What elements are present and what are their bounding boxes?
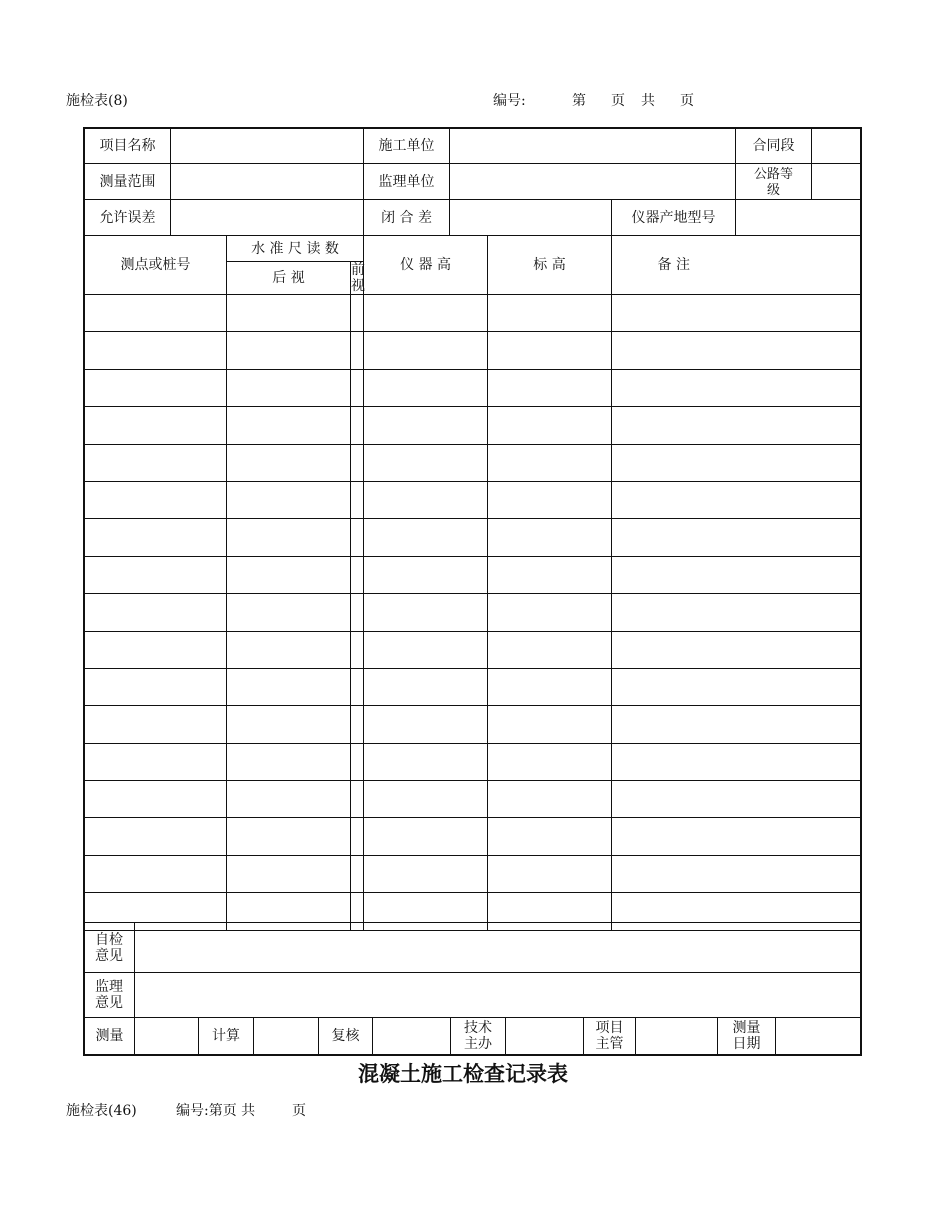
cell-foresight[interactable] (351, 631, 364, 668)
cell-instrument-height[interactable] (364, 407, 488, 444)
table-row (85, 631, 861, 668)
value-construction-unit[interactable] (450, 129, 736, 164)
table-row (85, 706, 861, 743)
value-contract-section[interactable] (812, 129, 861, 164)
cell-remarks[interactable] (612, 743, 861, 780)
cell-instrument-height[interactable] (364, 481, 488, 518)
cell-elevation[interactable] (488, 556, 612, 593)
cell-instrument-height[interactable] (364, 818, 488, 855)
cell-remarks[interactable] (612, 481, 861, 518)
table-row (85, 332, 861, 369)
label-allowable-error: 允许误差 (85, 200, 171, 236)
cell-station[interactable] (85, 781, 227, 818)
value-project-name[interactable] (171, 129, 364, 164)
table-row (85, 743, 861, 780)
table-row (85, 855, 861, 892)
cell-backsight[interactable] (227, 369, 351, 406)
cell-backsight[interactable] (227, 332, 351, 369)
cell-instrument-height[interactable] (364, 668, 488, 705)
cell-instrument-height[interactable] (364, 594, 488, 631)
table-row (85, 668, 861, 705)
value-supervision-opinion[interactable] (135, 973, 861, 1018)
cell-foresight[interactable] (351, 444, 364, 481)
cell-instrument-height[interactable] (364, 556, 488, 593)
cell-elevation[interactable] (488, 481, 612, 518)
cell-remarks[interactable] (612, 631, 861, 668)
value-calculate[interactable] (254, 1018, 319, 1055)
header-remarks-ext (736, 236, 861, 295)
cell-instrument-height[interactable] (364, 631, 488, 668)
cell-elevation[interactable] (488, 295, 612, 332)
value-allowable-error[interactable] (171, 200, 364, 236)
cell-foresight[interactable] (351, 519, 364, 556)
cell-elevation[interactable] (488, 781, 612, 818)
cell-foresight[interactable] (351, 855, 364, 892)
cell-remarks[interactable] (612, 369, 861, 406)
form-code: 施检表(8) (66, 93, 128, 109)
next-form-code: 施检表(46) (66, 1103, 137, 1119)
cell-station[interactable] (85, 444, 227, 481)
header-remarks: 备 注 (612, 236, 736, 295)
survey-record-table (84, 128, 861, 931)
cell-station[interactable] (85, 668, 227, 705)
table-row (85, 369, 861, 406)
cell-instrument-height[interactable] (364, 743, 488, 780)
cell-foresight[interactable] (351, 369, 364, 406)
cell-backsight[interactable] (227, 855, 351, 892)
cell-backsight[interactable] (227, 407, 351, 444)
label-project-name: 项目名称 (85, 129, 171, 164)
cell-remarks[interactable] (612, 556, 861, 593)
opinion-signature-table (84, 922, 861, 1055)
label-project-manager: 项目 主管 (584, 1018, 636, 1055)
cell-elevation[interactable] (488, 444, 612, 481)
value-closure-error[interactable] (450, 200, 612, 236)
cell-elevation[interactable] (488, 369, 612, 406)
cell-backsight[interactable] (227, 295, 351, 332)
cell-elevation[interactable] (488, 818, 612, 855)
header-instrument-height: 仪 器 高 (364, 236, 488, 295)
header-backsight: 后 视 (227, 262, 351, 295)
label-calculate: 计算 (199, 1018, 254, 1055)
label-supervision-opinion: 监理 意见 (85, 973, 135, 1018)
value-project-manager[interactable] (636, 1018, 718, 1055)
value-road-grade[interactable] (812, 164, 861, 200)
cell-remarks[interactable] (612, 781, 861, 818)
cell-station[interactable] (85, 818, 227, 855)
cell-remarks[interactable] (612, 818, 861, 855)
cell-elevation[interactable] (488, 743, 612, 780)
cell-remarks[interactable] (612, 706, 861, 743)
cell-backsight[interactable] (227, 519, 351, 556)
cell-instrument-height[interactable] (364, 519, 488, 556)
cell-remarks[interactable] (612, 594, 861, 631)
cell-instrument-height[interactable] (364, 444, 488, 481)
cell-elevation[interactable] (488, 332, 612, 369)
header-elevation: 标 高 (488, 236, 612, 295)
cell-instrument-height[interactable] (364, 706, 488, 743)
cell-elevation[interactable] (488, 519, 612, 556)
header-rod-reading: 水 准 尺 读 数 (227, 236, 364, 262)
page-di: 第 (572, 93, 586, 109)
label-survey-range: 测量范围 (85, 164, 171, 200)
label-tech-lead: 技术 主办 (451, 1018, 506, 1055)
cell-instrument-height[interactable] (364, 332, 488, 369)
cell-backsight[interactable] (227, 818, 351, 855)
cell-backsight[interactable] (227, 481, 351, 518)
cell-foresight[interactable] (351, 668, 364, 705)
value-supervision-unit[interactable] (450, 164, 736, 200)
cell-foresight[interactable] (351, 818, 364, 855)
cell-backsight[interactable] (227, 668, 351, 705)
cell-elevation[interactable] (488, 855, 612, 892)
cell-remarks[interactable] (612, 444, 861, 481)
label-road-grade: 公路等 级 (736, 164, 812, 200)
cell-backsight[interactable] (227, 706, 351, 743)
cell-instrument-height[interactable] (364, 855, 488, 892)
cell-elevation[interactable] (488, 631, 612, 668)
table-row (85, 295, 861, 332)
cell-remarks[interactable] (612, 668, 861, 705)
label-construction-unit: 施工单位 (364, 129, 450, 164)
cell-instrument-height[interactable] (364, 369, 488, 406)
cell-backsight[interactable] (227, 594, 351, 631)
cell-station[interactable] (85, 369, 227, 406)
label-survey-date: 测量 日期 (718, 1018, 776, 1055)
label-supervision-unit: 监理单位 (364, 164, 450, 200)
value-survey-date[interactable] (776, 1018, 861, 1055)
cell-foresight[interactable] (351, 743, 364, 780)
cell-station[interactable] (85, 631, 227, 668)
cell-remarks[interactable] (612, 295, 861, 332)
table-row (85, 594, 861, 631)
cell-elevation[interactable] (488, 407, 612, 444)
cell-backsight[interactable] (227, 743, 351, 780)
cell-foresight[interactable] (351, 781, 364, 818)
cell-backsight[interactable] (227, 781, 351, 818)
cell-foresight[interactable] (351, 556, 364, 593)
data-rows (85, 295, 861, 931)
cell-foresight[interactable] (351, 706, 364, 743)
cell-station[interactable] (85, 743, 227, 780)
cell-station[interactable] (85, 295, 227, 332)
cell-backsight[interactable] (227, 444, 351, 481)
label-closure-error: 闭 合 差 (364, 200, 450, 236)
table-row (85, 818, 861, 855)
cell-station[interactable] (85, 594, 227, 631)
cell-elevation[interactable] (488, 668, 612, 705)
cell-instrument-height[interactable] (364, 781, 488, 818)
cell-instrument-height[interactable] (364, 295, 488, 332)
label-self-check-opinion: 自检 意见 (85, 923, 135, 973)
cell-station[interactable] (85, 407, 227, 444)
label-instrument-model: 仪器产地型号 (612, 200, 736, 236)
next-form-page: 页 (292, 1103, 306, 1119)
cell-station[interactable] (85, 481, 227, 518)
value-tech-lead[interactable] (506, 1018, 584, 1055)
table-row (85, 444, 861, 481)
cell-foresight[interactable] (351, 594, 364, 631)
cell-remarks[interactable] (612, 332, 861, 369)
next-form-title: 混凝土施工检查记录表 (358, 1062, 568, 1086)
cell-foresight[interactable] (351, 407, 364, 444)
header-foresight: 前视 (351, 262, 365, 294)
label-survey: 测量 (85, 1018, 135, 1055)
cell-backsight[interactable] (227, 556, 351, 593)
cell-station[interactable] (85, 706, 227, 743)
cell-elevation[interactable] (488, 706, 612, 743)
page-ye-total: 页 (680, 93, 694, 109)
value-survey-range[interactable] (171, 164, 364, 200)
cell-station[interactable] (85, 556, 227, 593)
page-ye: 页 (611, 93, 625, 109)
cell-station[interactable] (85, 519, 227, 556)
cell-station[interactable] (85, 332, 227, 369)
header-station: 测点或桩号 (85, 236, 227, 295)
value-instrument-model[interactable] (736, 200, 861, 236)
cell-backsight[interactable] (227, 631, 351, 668)
cell-foresight[interactable] (351, 332, 364, 369)
cell-station[interactable] (85, 855, 227, 892)
table-row (85, 519, 861, 556)
label-recheck: 复核 (319, 1018, 373, 1055)
number-label: 编号: (493, 93, 526, 109)
label-contract-section: 合同段 (736, 129, 812, 164)
next-form-number: 编号:第页 共 (176, 1103, 256, 1119)
cell-remarks[interactable] (612, 519, 861, 556)
cell-remarks[interactable] (612, 855, 861, 892)
table-row (85, 781, 861, 818)
cell-remarks[interactable] (612, 407, 861, 444)
cell-elevation[interactable] (488, 594, 612, 631)
cell-foresight[interactable] (351, 481, 364, 518)
value-survey[interactable] (135, 1018, 199, 1055)
table-row (85, 481, 861, 518)
value-self-check-opinion[interactable] (135, 923, 861, 973)
table-row (85, 556, 861, 593)
table-row (85, 407, 861, 444)
cell-foresight[interactable] (351, 295, 364, 332)
page-gong: 共 (641, 93, 655, 109)
value-recheck[interactable] (373, 1018, 451, 1055)
